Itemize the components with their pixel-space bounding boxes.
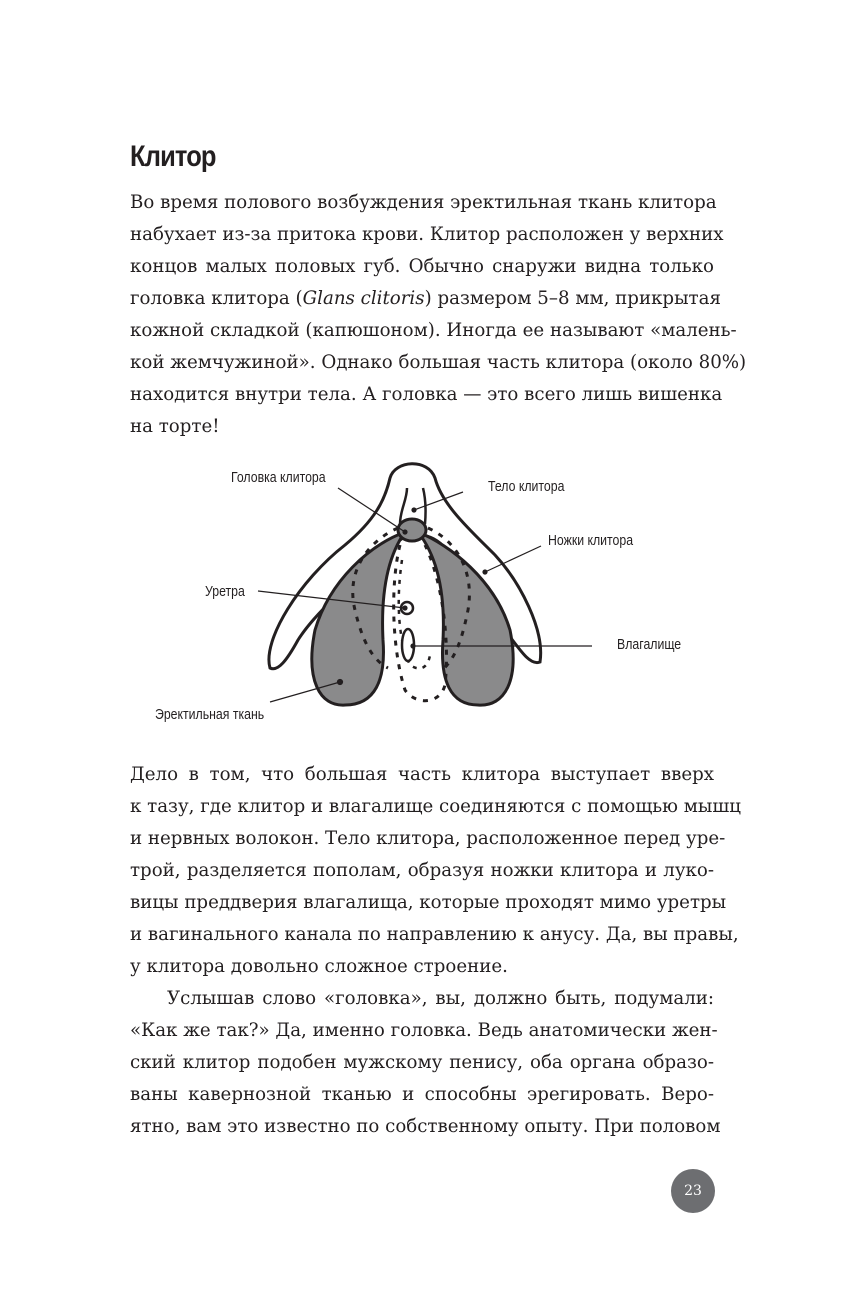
text-span: ) размером 5–8 мм, прикрытая bbox=[424, 288, 721, 309]
text-line: Дело в том, что большая часть клитора выступает вверх bbox=[130, 764, 714, 785]
text-line: ский клитор подобен мужскому пенису, оба органа образо- bbox=[130, 1052, 714, 1073]
text-line: кой жемчужиной». Однако большая часть клитора (около 80%) bbox=[130, 352, 747, 373]
text-line: на торте! bbox=[130, 416, 220, 437]
text-line: вицы преддверия влагалища, которые проходят мимо уретры bbox=[130, 892, 727, 913]
text-line: у клитора довольно сложное строение. bbox=[130, 956, 508, 977]
text-line: к тазу, где клитор и влагалище соединяются с помощью мышц bbox=[130, 796, 741, 817]
text-line: находится внутри тела. А головка — это всего лишь вишенка bbox=[130, 384, 723, 405]
text-line: и вагинального канала по направлению к анусу. Да, вы правы, bbox=[130, 924, 739, 945]
label-body: Тело клитора bbox=[488, 478, 565, 495]
text-line: кожной складкой (капюшоном). Иногда ее называют «малень- bbox=[130, 320, 737, 341]
label-glans: Головка клитора bbox=[231, 469, 326, 486]
label-vagina: Влагалище bbox=[617, 636, 682, 653]
label-crura: Ножки клитора bbox=[548, 532, 634, 549]
text-line: «Как же так?» Да, именно головка. Ведь анатомически жен- bbox=[130, 1020, 718, 1041]
text-line: трой, разделяется пополам, образуя ножки клитора и луко- bbox=[130, 860, 714, 881]
latin-term: Glans clitoris bbox=[302, 288, 425, 309]
paragraph-2 bbox=[130, 759, 741, 1143]
text-line: ятно, вам это известно по собственному опыту. При половом bbox=[130, 1116, 721, 1137]
text-line: набухает из-за притока крови. Клитор расположен у верхних bbox=[130, 224, 724, 245]
text-line: концов малых половых губ. Обычно снаружи видна только bbox=[130, 256, 714, 277]
label-urethra: Уретра bbox=[205, 583, 245, 600]
text-line: и нервных волокон. Тело клитора, расположенное перед уре- bbox=[130, 828, 726, 849]
text-line: Услышав слово «головка», вы, должно быть, подумали: bbox=[167, 988, 714, 1009]
page-number: 23 bbox=[671, 1169, 715, 1213]
label-erectile: Эректильная ткань bbox=[155, 706, 265, 723]
section-heading: Клитор bbox=[130, 140, 216, 173]
text-span: головка клитора ( bbox=[130, 288, 303, 309]
text-line: ваны кавернозной тканью и способны эрегировать. Веро- bbox=[130, 1084, 714, 1105]
text-line: Во время полового возбуждения эректильная ткань клитора bbox=[130, 192, 717, 213]
